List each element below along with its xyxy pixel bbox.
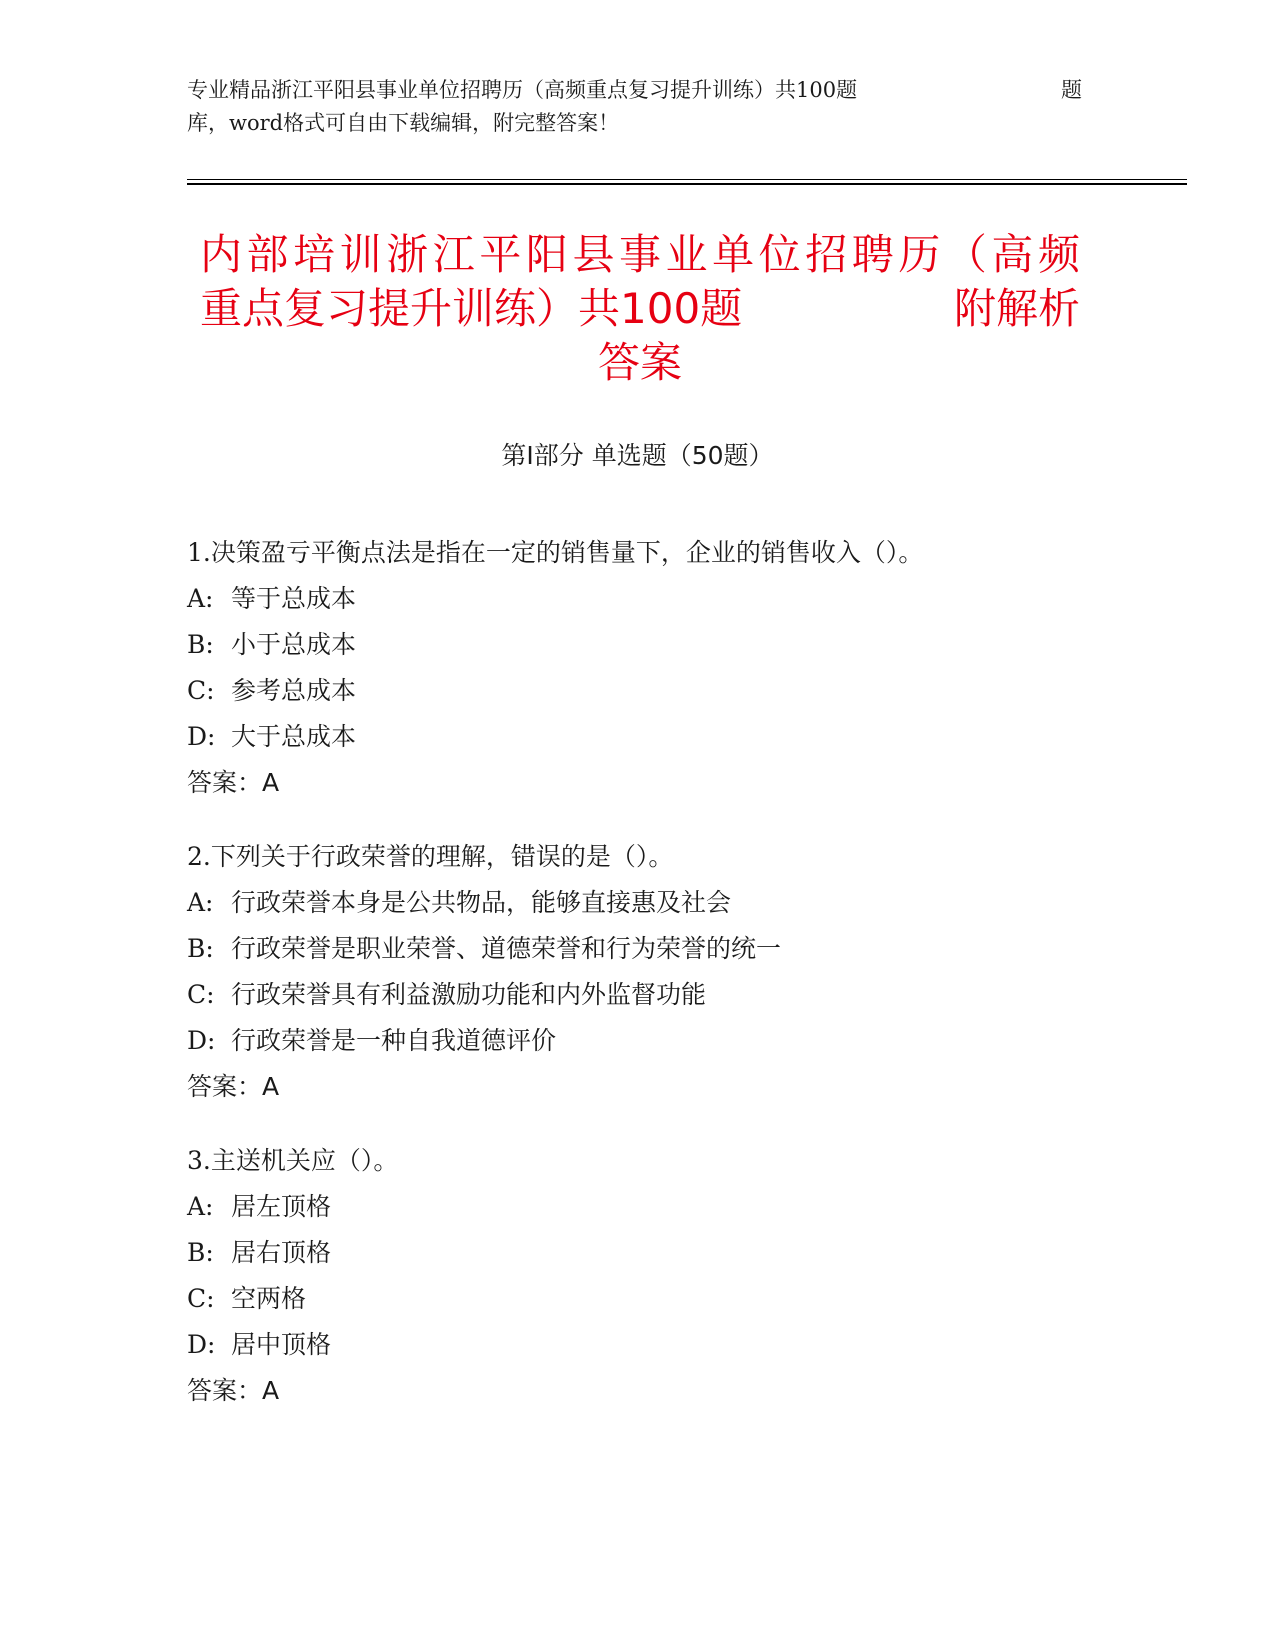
option-b xyxy=(187,622,1087,668)
option-label: B: xyxy=(187,630,214,659)
option-text: 大于总成本 xyxy=(231,722,357,751)
title-line-3: 答案 xyxy=(597,338,682,387)
answer-line: 答案：A xyxy=(187,1072,280,1101)
option-text: 小于总成本 xyxy=(231,630,357,659)
answer-line: 答案：A xyxy=(187,768,280,797)
option-text: 空两格 xyxy=(231,1284,307,1313)
answer-line: 答案：A xyxy=(187,1376,280,1405)
header-rule-thin xyxy=(187,179,1187,180)
question-1 xyxy=(187,530,1087,806)
option-a xyxy=(187,1184,1087,1230)
option-d xyxy=(187,1018,1087,1064)
title-line-2 xyxy=(200,282,1080,336)
title-line-1: 内部培训浙江平阳县事业单位招聘历（高频 xyxy=(200,230,1080,279)
header-line-1-tail: 题 xyxy=(1061,78,1082,102)
question-3 xyxy=(187,1138,1087,1414)
option-d xyxy=(187,714,1087,760)
option-label: C: xyxy=(187,980,215,1009)
page-header xyxy=(187,74,1082,140)
option-label: C: xyxy=(187,1284,215,1313)
header-rule-thick xyxy=(187,183,1187,185)
option-label: A: xyxy=(187,584,214,613)
option-c xyxy=(187,1276,1087,1322)
question-stem: 2.下列关于行政荣誉的理解，错误的是（）。 xyxy=(187,842,674,871)
option-text: 等于总成本 xyxy=(231,584,357,613)
option-label: D: xyxy=(187,1026,216,1055)
question-stem: 1.决策盈亏平衡点法是指在一定的销售量下，企业的销售收入（）。 xyxy=(187,538,924,567)
option-d xyxy=(187,1322,1087,1368)
option-label: D: xyxy=(187,1330,216,1359)
option-label: B: xyxy=(187,934,214,963)
option-text: 行政荣誉本身是公共物品，能够直接惠及社会 xyxy=(231,888,732,917)
option-label: A: xyxy=(187,888,214,917)
header-line-2-text: 库，word格式可自由下载编辑，附完整答案！ xyxy=(187,111,620,135)
title-line-2-left: 重点复习提升训练）共100题 xyxy=(200,284,743,333)
header-line-1 xyxy=(187,74,1082,107)
question-list xyxy=(187,530,1087,1442)
document-title xyxy=(200,228,1080,390)
header-line-1-text: 专业精品浙江平阳县事业单位招聘历（高频重点复习提升训练）共100题 xyxy=(187,78,858,102)
option-b xyxy=(187,926,1087,972)
option-label: C: xyxy=(187,676,215,705)
option-c xyxy=(187,668,1087,714)
option-text: 行政荣誉是职业荣誉、道德荣誉和行为荣誉的统一 xyxy=(231,934,782,963)
section-heading: 第Ⅰ部分 单选题（50题） xyxy=(501,441,774,470)
header-line-2 xyxy=(187,107,1082,140)
option-label: A: xyxy=(187,1192,214,1221)
option-label: B: xyxy=(187,1238,214,1267)
option-text: 行政荣誉是一种自我道德评价 xyxy=(231,1026,557,1055)
option-label: D: xyxy=(187,722,216,751)
option-a xyxy=(187,880,1087,926)
option-text: 居右顶格 xyxy=(231,1238,332,1267)
option-text: 参考总成本 xyxy=(231,676,357,705)
question-stem: 3.主送机关应（）。 xyxy=(187,1146,399,1175)
option-c xyxy=(187,972,1087,1018)
option-text: 行政荣誉具有利益激励功能和内外监督功能 xyxy=(231,980,707,1009)
option-text: 居左顶格 xyxy=(231,1192,332,1221)
option-a xyxy=(187,576,1087,622)
question-2 xyxy=(187,834,1087,1110)
option-b xyxy=(187,1230,1087,1276)
title-line-2-right: 附解析 xyxy=(953,284,1080,333)
option-text: 居中顶格 xyxy=(231,1330,332,1359)
